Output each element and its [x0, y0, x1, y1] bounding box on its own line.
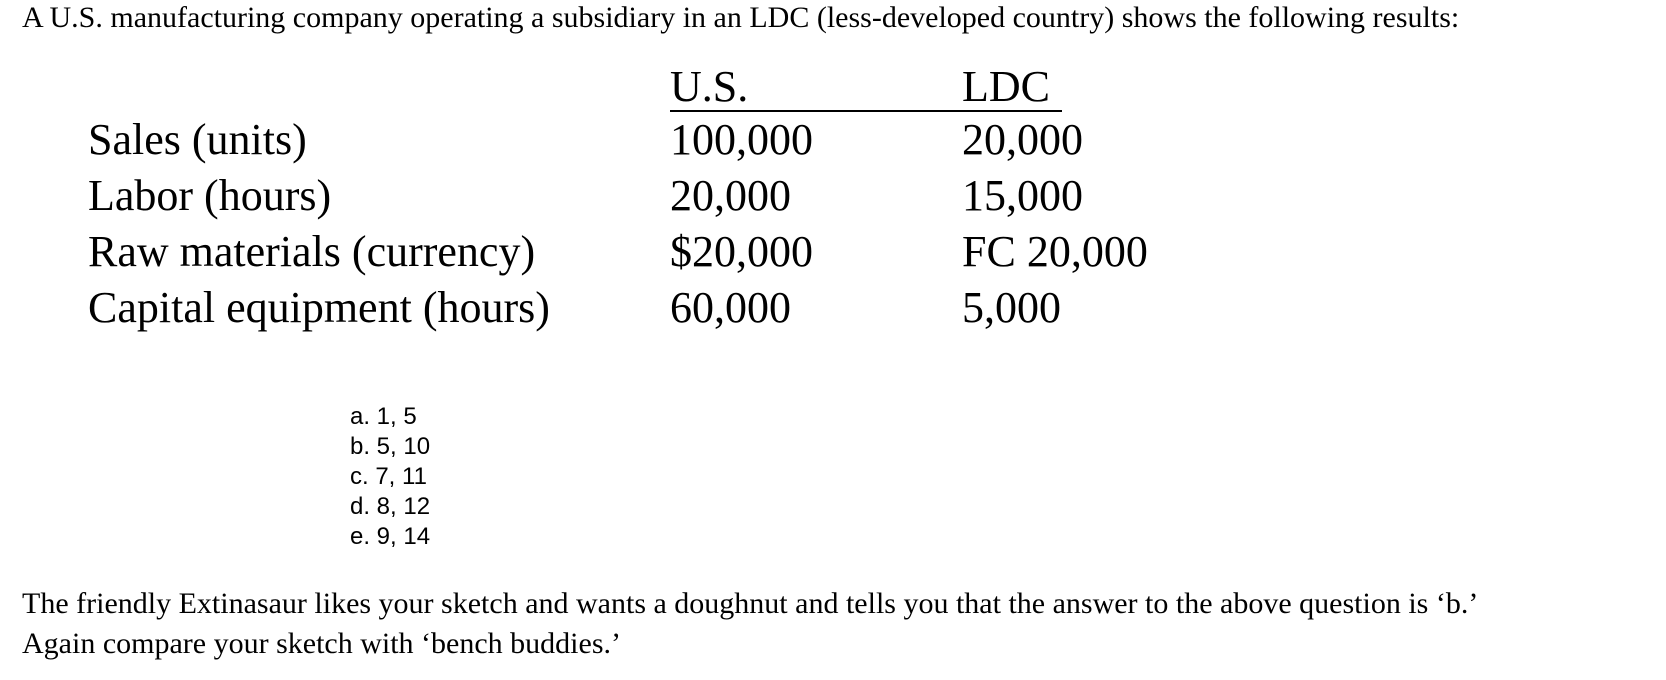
- footer-text: [22, 584, 1478, 664]
- row-us-value: 20,000: [670, 171, 791, 220]
- option-b: b. 5, 10: [350, 433, 431, 460]
- table-header-row: [88, 62, 1222, 112]
- row-ldc-value: 15,000: [962, 171, 1083, 220]
- row-us-value: 100,000: [670, 115, 813, 164]
- option-a: a. 1, 5: [350, 403, 417, 430]
- results-table: [88, 62, 1222, 336]
- table-row: [88, 224, 1222, 280]
- row-label: Capital equipment (hours): [88, 283, 550, 332]
- row-us-value: $20,000: [670, 227, 813, 276]
- table-row: [88, 168, 1222, 224]
- footer-line-1: The friendly Extinasaur likes your sketch and wants a doughnut and tells you that the answer to the above question is ‘b.’: [22, 587, 1479, 620]
- row-label: Sales (units): [88, 115, 307, 164]
- table-row: [88, 280, 1222, 336]
- row-ldc-value: 20,000: [962, 115, 1083, 164]
- intro-text: A U.S. manufacturing company operating a subsidiary in an LDC (less-developed country) shows the following results:: [22, 1, 1460, 34]
- row-ldc-value: FC 20,000: [962, 227, 1148, 276]
- footer-line-2: Again compare your sketch with ‘bench buddies.’: [22, 627, 621, 660]
- option-c: c. 7, 11: [350, 463, 427, 490]
- option-e: e. 9, 14: [350, 523, 431, 550]
- table-header-us: U.S.: [670, 62, 749, 111]
- row-ldc-value: 5,000: [962, 283, 1061, 332]
- row-us-value: 60,000: [670, 283, 791, 332]
- answer-options: [350, 402, 430, 552]
- row-label: Labor (hours): [88, 171, 332, 220]
- row-label: Raw materials (currency): [88, 227, 536, 276]
- table-row: [88, 112, 1222, 168]
- header-underline: [670, 110, 1062, 112]
- table-header-blank: [88, 62, 670, 112]
- table-header-ldc: LDC: [962, 62, 1050, 111]
- option-d: d. 8, 12: [350, 493, 431, 520]
